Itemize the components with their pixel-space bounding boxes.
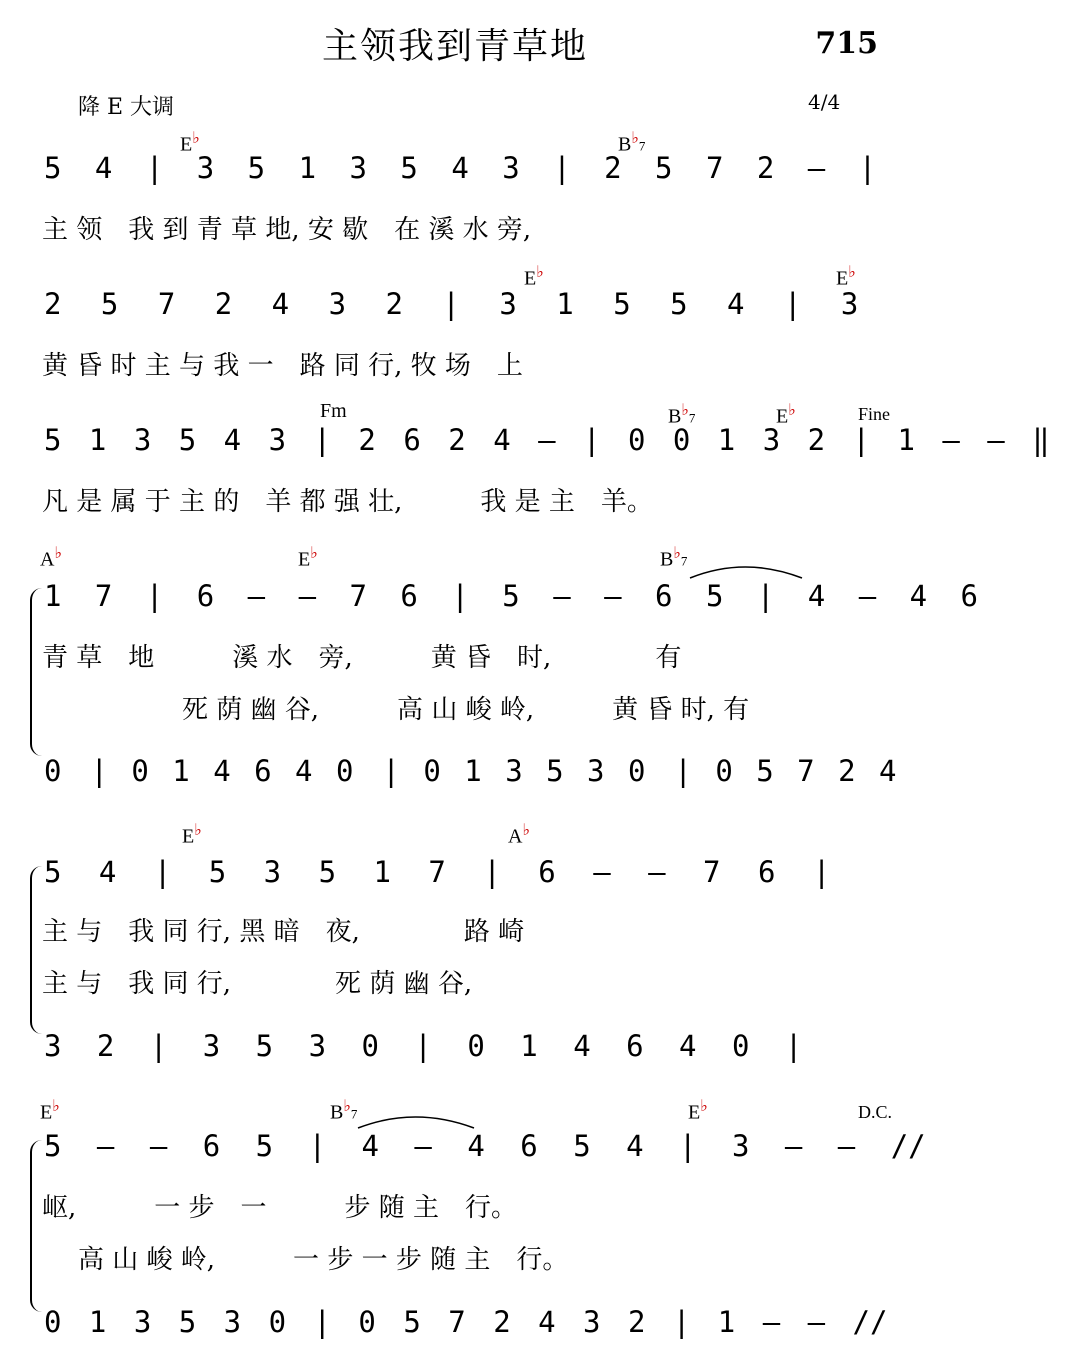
- hymn-title: 主领我到青草地: [321, 26, 588, 67]
- chord-symbol: E♭: [688, 1098, 708, 1124]
- notation-text: 0 | 0 1 4 6 4 0 | 0 1 3 5 3 0 | 0 5 7 2 4: [44, 754, 897, 788]
- time-signature: 4/4: [808, 90, 841, 114]
- tie-arc: [690, 567, 802, 578]
- lyrics-line: 主 领 我 到 青 草 地, 安 歇 在 溪 水 旁,: [42, 215, 532, 245]
- lyrics-line: 凡 是 属 于 主 的 羊 都 强 壮, 我 是 主 羊。: [42, 487, 653, 517]
- chord-symbol: E♭: [40, 1098, 60, 1124]
- notation-text: 5 – – 6 5 | 4 – 4 6 5 4 | 3 – – //: [44, 1129, 926, 1163]
- chord-symbol: E♭: [776, 402, 796, 428]
- lyrics-line: 岖, 一 步 一 步 随 主 行。: [42, 1193, 518, 1223]
- hymn-number: 715: [815, 26, 878, 61]
- lyrics-line: 黄 昏 时 主 与 我 一 路 同 行, 牧 场 上: [42, 351, 523, 381]
- notation-text: 0 1 3 5 3 0 | 0 5 7 2 4 3 2 | 1 – – //: [44, 1305, 888, 1339]
- lyrics-line: 青 草 地 溪 水 旁, 黄 昏 时, 有: [42, 643, 682, 673]
- chord-symbol: E♭: [182, 822, 202, 848]
- chord-symbol: E♭: [298, 545, 318, 571]
- notation-text: 3 2 | 3 5 3 0 | 0 1 4 6 4 0 |: [44, 1029, 803, 1063]
- chord-symbol: A♭: [508, 822, 530, 848]
- fine-mark: Fine: [858, 404, 891, 424]
- notation-text: 5 4 | 5 3 5 1 7 | 6 – – 7 6 |: [44, 855, 831, 889]
- chord-symbol: E♭: [524, 264, 544, 290]
- chord-symbol: E♭: [836, 264, 856, 290]
- chord-symbol: B♭7: [668, 402, 696, 428]
- chord-symbol: B♭7: [660, 545, 688, 571]
- key-signature: 降 E 大调: [78, 95, 175, 120]
- chord-symbol: B♭7: [618, 130, 646, 156]
- notation-text: 5 4 | 3 5 1 3 5 4 3 | 2 5 7 2 – |: [44, 151, 877, 185]
- chord-symbol: E♭: [180, 130, 200, 156]
- chord-symbol: B♭7: [330, 1098, 358, 1124]
- notation-text: 5 1 3 5 4 3 | 2 6 2 4 – | 0 0 1 3 2 | 1 – – ‖: [44, 423, 1050, 457]
- lyrics-line: 主 与 我 同 行, 黑 暗 夜, 路 崎: [42, 917, 525, 947]
- lyrics-line: 高 山 峻 岭, 一 步 一 步 随 主 行。: [78, 1245, 569, 1275]
- chord-symbol: A♭: [40, 545, 62, 571]
- tie-arc: [358, 1117, 474, 1128]
- dc-mark: D.C.: [858, 1102, 893, 1122]
- notation-text: 1 7 | 6 – – 7 6 | 5 – – 6 5 | 4 – 4 6: [44, 579, 979, 613]
- notation-text: 2 5 7 2 4 3 2 | 3 1 5 5 4 | 3: [44, 287, 859, 321]
- lyrics-line: 死 荫 幽 谷, 高 山 峻 岭, 黄 昏 时, 有: [182, 695, 750, 725]
- lyrics-line: 主 与 我 同 行, 死 荫 幽 谷,: [42, 969, 473, 999]
- chord-symbol: Fm: [320, 400, 347, 422]
